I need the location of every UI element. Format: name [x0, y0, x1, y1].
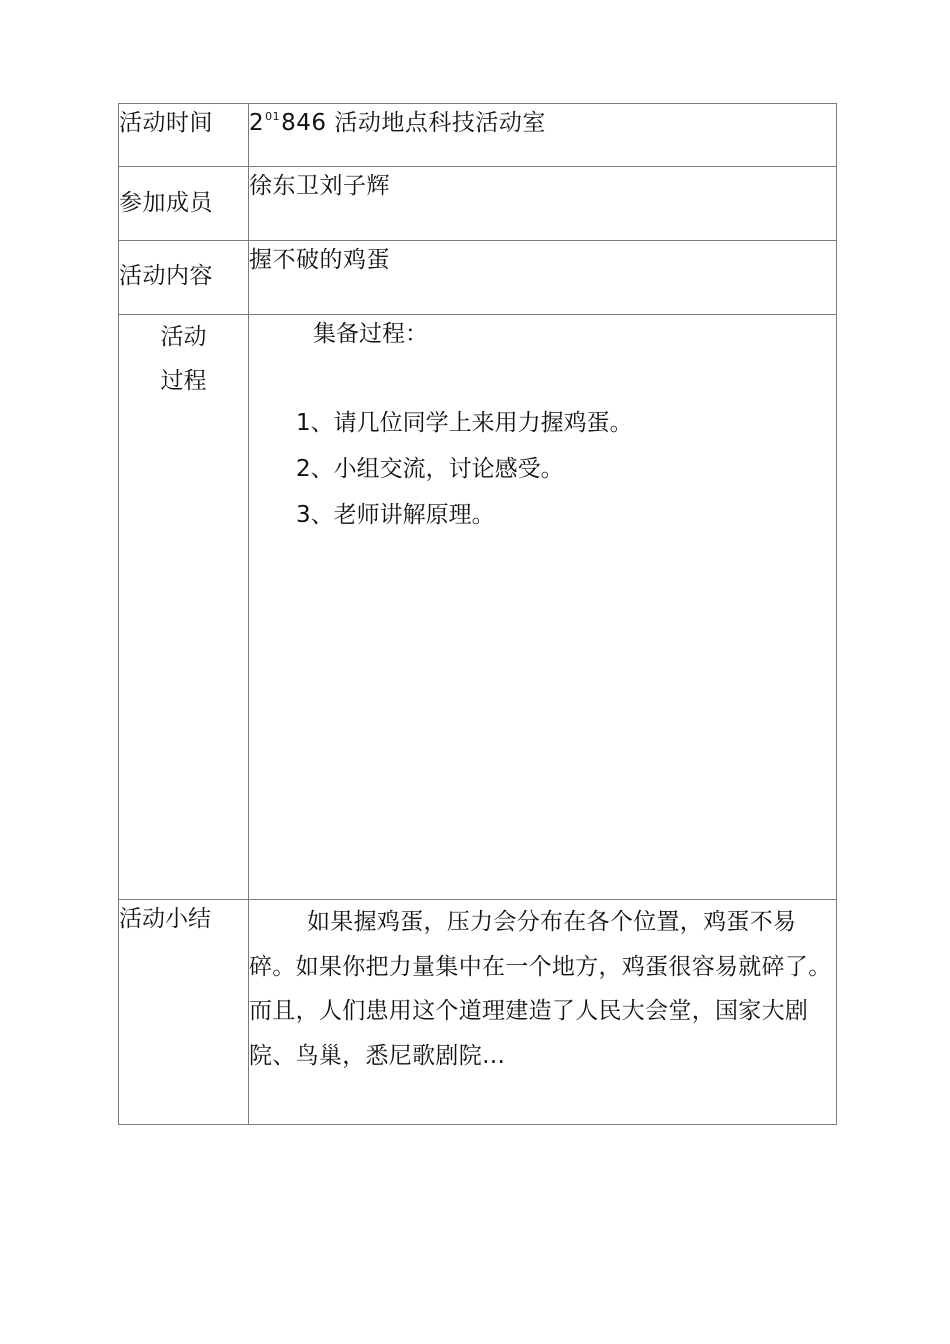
label-content: 活动内容 [119, 241, 249, 315]
process-step: 2、小组交流，讨论感受。 [296, 456, 564, 482]
row-summary [119, 900, 837, 1125]
process-step: 3、老师讲解原理。 [296, 502, 495, 528]
value-content: 握不破的鸡蛋 [249, 241, 837, 315]
time-location: 846 活动地点科技活动室 [281, 110, 546, 136]
label-process [119, 315, 249, 900]
row-content [119, 241, 837, 315]
value-time [249, 104, 837, 167]
activity-record-table [118, 103, 837, 1125]
label-members: 参加成员 [119, 167, 249, 241]
value-summary: 如果握鸡蛋，压力会分布在各个位置，鸡蛋不易碎。如果你把力量集中在一个地方，鸡蛋很容易就碎了。而且，人们患用这个道理建造了人民大会堂，国家大剧院、鸟巢，悉尼歌剧院… [249, 900, 837, 1125]
value-process [249, 315, 837, 900]
label-summary: 活动小结 [119, 900, 249, 1125]
time-superscript: 01 [265, 110, 281, 123]
time-prefix: 2 [249, 110, 265, 136]
process-step: 1、请几位同学上来用力握鸡蛋。 [296, 410, 633, 436]
row-time [119, 104, 837, 167]
value-members: 徐东卫刘子辉 [249, 167, 837, 241]
label-process-line2: 过程 [160, 368, 207, 394]
label-process-line1: 活动 [160, 324, 207, 350]
row-members [119, 167, 837, 241]
row-process [119, 315, 837, 900]
process-heading: 集备过程： [313, 321, 428, 347]
process-steps [249, 400, 836, 538]
label-time: 活动时间 [119, 104, 249, 167]
